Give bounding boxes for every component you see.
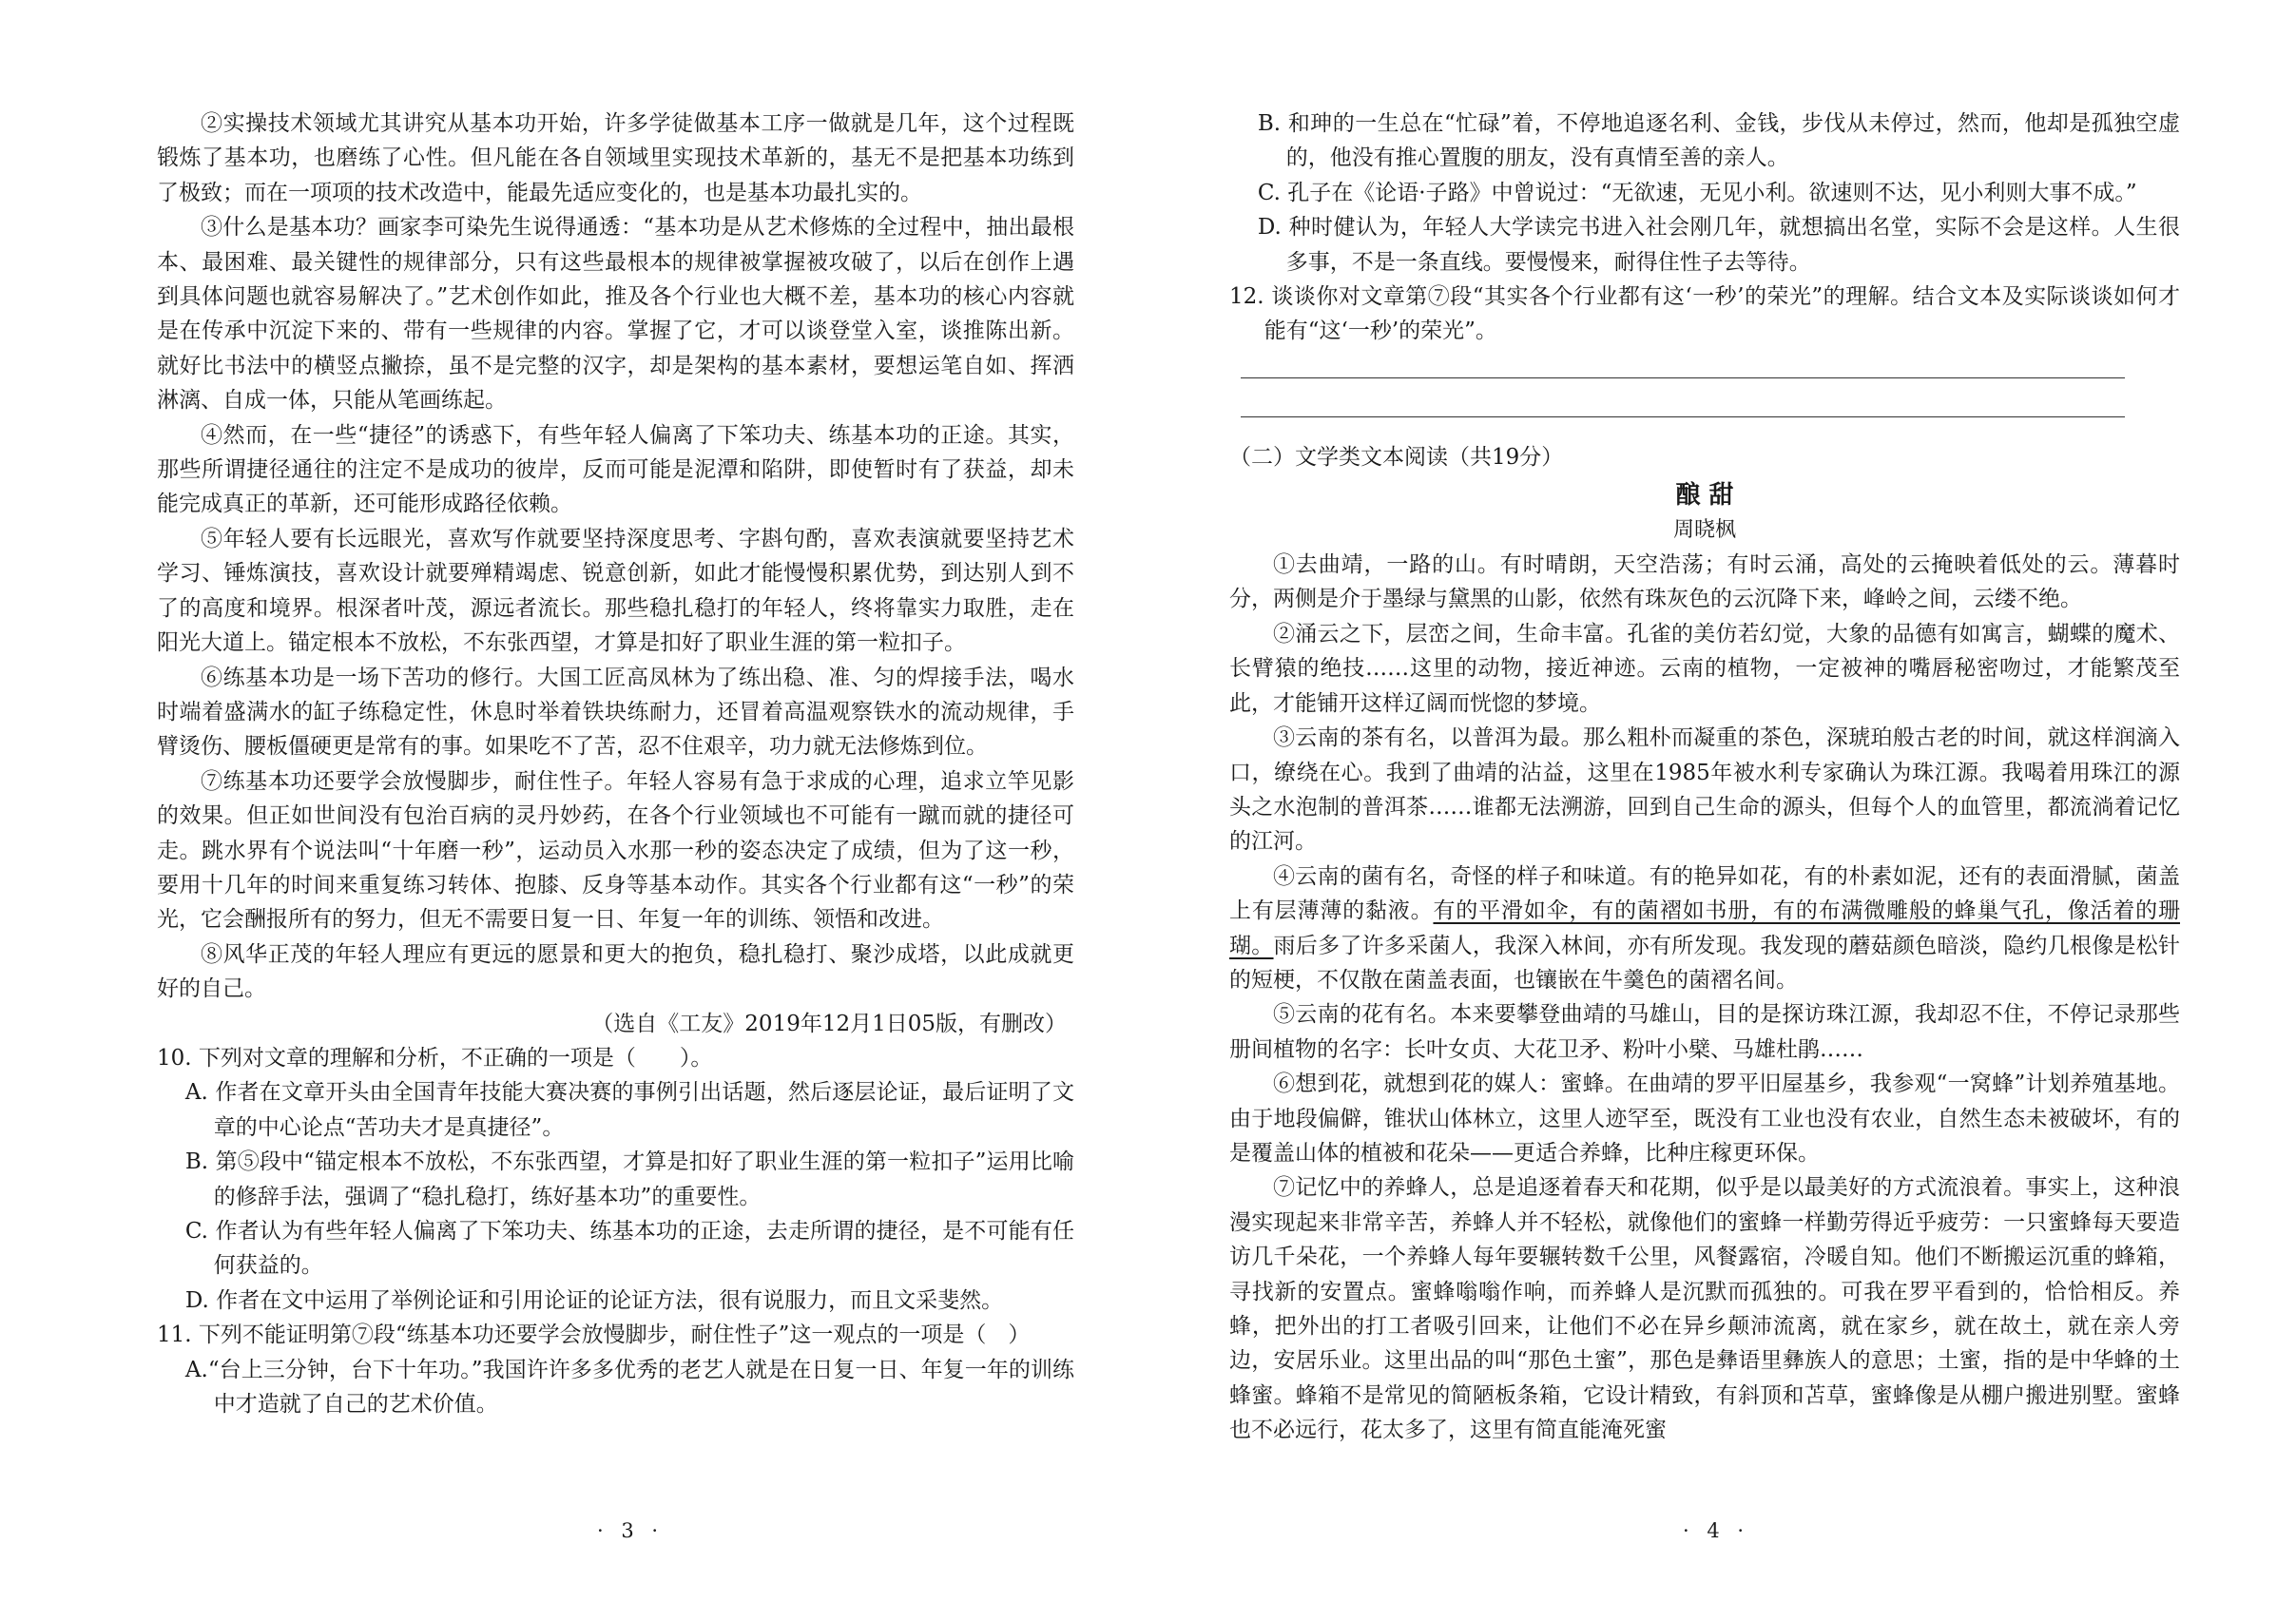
answer-line[interactable] [1241, 377, 2125, 378]
article-author: 周晓枫 [1672, 517, 1736, 542]
article-paragraph-1: ①去曲靖，一路的山。有时晴朗，天空浩荡；有时云涌，高处的云掩映着低处的云。薄暮时分，两侧是介于墨绿与黛黑的山影，依然有珠灰色的云沉降下来，峰岭之间，云缕不绝。 [1229, 552, 2180, 612]
question-11-option-c: C. 孔子在《论语·子路》中曾说过：“无欲速，无见小利。欲速则不达，见小利则大事不成。” [1257, 180, 2137, 205]
question-12-stem: 12. 谈谈你对文章第⑦段“其实各个行业都有这‘一秒’的荣光”的理解。结合文本及实际谈谈如何才能有“这‘一秒’的荣光”。 [1229, 284, 2180, 344]
article-paragraph-3: ③云南的茶有名，以普洱为最。那么粗朴而凝重的茶色，深琥珀般古老的时间，就这样润滴入口，缭绕在心。我到了曲靖的沾益，这里在1985年被水利专家确认为珠江源。我喝着用珠江的源头之水泡制的普洱茶……谁都无法溯游，回到自己生命的源头，但每个人的血管里，都流淌着记忆的江河。 [1229, 725, 2180, 855]
section-heading: （二）文学类文本阅读（共19分） [1229, 444, 1564, 470]
paragraph-3: ③什么是基本功？画家李可染先生说得通透：“基本功是从艺术修炼的全过程中，抽出最根本、最困难、最关键性的规律部分，只有这些最根本的规律被掌握被攻破了，以后在创作上遇到具体问题也就容易解决了。”艺术创作如此，推及各个行业也大概不差，基本功的核心内容就是在传承中沉淀下来的、带有一些规律的内容。掌握了它，才可以谈登堂入室，谈推陈出新。就好比书法中的横竖点撇捺，虽不是完整的汉字，却是架构的基本素材，要想运笔自如、挥洒淋漓、自成一体，只能从笔画练起。 [157, 215, 1074, 414]
paragraph-4-start: ④云南的菌有名，奇怪的样子和味道。有的艳异如花，有的朴素如泥，还有的表面滑腻，菌盖上有层薄薄的黏液。 [1229, 863, 2180, 924]
question-11-stem: 11. 下列不能证明第⑦段“练基本功还要学会放慢脚步，耐住性子”这一观点的一项是（ ） [157, 1323, 1031, 1348]
question-11-option-d: D. 种时健认为，年轻人大学读完书进入社会刚几年，就想搞出名堂，实际不会是这样。人生很多事，不是一条直线。要慢慢来，耐得住性子去等待。 [1257, 215, 2180, 275]
paragraph-5: ⑤年轻人要有长远眼光，喜欢写作就要坚持深度思考、字斟句酌，喜欢表演就要坚持艺术学习、锤炼演技，喜欢设计就要殚精竭虑、锐意创新，如此才能慢慢积累优势，到达别人到不了的高度和境界。根深者叶茂，源远者流长。那些稳扎稳打的年轻人，终将靠实力取胜，走在阳光大道上。锚定根本不放松，不东张西望，才算是扣好了职业生涯的第一粒扣子。 [157, 526, 1074, 656]
page-number: · 3 · [597, 1519, 665, 1542]
question-10-option-d: D. 作者在文中运用了举例论证和引用论证的论证方法，很有说服力，而且文采斐然。 [184, 1287, 1004, 1313]
underlined-sentence: 有的平滑如伞，有的菌褶如书册，有的布满微雕般的蜂巢气孔，像活着的珊瑚。 [1229, 898, 2181, 958]
question-10-option-a: A. 作者在文章开头由全国青年技能大赛决赛的事例引出话题，然后逐层论证，最后证明了文章的中心论点“苦功夫才是真捷径”。 [184, 1080, 1074, 1140]
article-paragraph-2: ②涌云之下，层峦之间，生命丰富。孔雀的美仿若幻觉，大象的品德有如寓言，蝴蝶的魔术、长臂猿的绝技……这里的动物，接近神迹。云南的植物，一定被神的嘴唇秘密吻过，才能繁茂至此，才能铺开这样辽阔而恍惚的梦境。 [1229, 621, 2180, 716]
question-11-option-a: A.“台上三分钟，台下十年功。”我国许许多多优秀的老艺人就是在日复一日、年复一年的训练中才造就了自己的艺术价值。 [184, 1357, 1074, 1418]
article-title: 酿 甜 [1675, 481, 1734, 511]
right-column [1229, 106, 2180, 1448]
article-paragraph-4 [1229, 859, 2180, 998]
page-number: · 4 · [1683, 1519, 1750, 1542]
right-page [1148, 0, 2296, 1622]
paragraph-7: ⑦练基本功还要学会放慢脚步，耐住性子。年轻人容易有急于求成的心理，追求立竿见影的效果。但正如世间没有包治百病的灵丹妙药，在各个行业领域也不可能有一蹴而就的捷径可走。跳水界有个说法叫“十年磨一秒”，运动员入水那一秒的姿态决定了成绩，但为了这一秒，要用十几年的时间来重复练习转体、抱膝、反身等基本动作。其实各个行业都有这“一秒”的荣光，它会酬报所有的努力，但无不需要日复一日、年复一年的训练、领悟和改进。 [157, 768, 1074, 933]
paragraph-4: ④然而，在一些“捷径”的诱惑下，有些年轻人偏离了下笨功夫、练基本功的正途。其实，那些所谓捷径通往的注定不是成功的彼岸，反而可能是泥潭和陷阱，即使暂时有了获益，却未能完成真正的革新，还可能形成路径依赖。 [157, 422, 1074, 517]
question-11-option-b: B. 和珅的一生总在“忙碌”着，不停地追逐名利、金钱，步伐从未停过，然而，他却是孤独空虚的，他没有推心置腹的朋友，没有真情至善的亲人。 [1257, 111, 2180, 171]
paragraph-4-end: 雨后多了许多采菌人，我深入林间，亦有所发现。我发现的蘑菇颜色暗淡，隐约几根像是松针的短梗，不仅散在菌盖表面，也镶嵌在牛羹色的菌褶名间。 [1229, 933, 2181, 993]
question-10-option-b: B. 第⑤段中“锚定根本不放松，不东张西望，才算是扣好了职业生涯的第一粒扣子”运用比喻的修辞手法，强调了“稳扎稳打，练好基本功”的重要性。 [184, 1149, 1074, 1209]
left-column [157, 106, 1074, 1421]
paragraph-6: ⑥练基本功是一场下苦功的修行。大国工匠高凤林为了练出稳、准、匀的焊接手法，喝水时端着盛满水的缸子练稳定性，休息时举着铁块练耐力，还冒着高温观察铁水的流动规律，手臂烫伤、腰板僵硬更是常有的事。如果吃不了苦，忍不住艰辛，功力就无法修炼到位。 [157, 665, 1074, 760]
article-paragraph-7: ⑦记忆中的养蜂人，总是追逐着春天和花期，似乎是以最美好的方式流浪着。事实上，这种浪漫实现起来非常辛苦，养蜂人并不轻松，就像他们的蜜蜂一样勤劳得近乎疲劳：一只蜜蜂每天要造访几千朵花，一个养蜂人每年要辗转数千公里，风餐露宿，冷暖自知。他们不断搬运沉重的蜂箱，寻找新的安置点。蜜蜂嗡嗡作响，而养蜂人是沉默而孤独的。可我在罗平看到的，恰恰相反。养蜂，把外出的打工者吸引回来，让他们不必在异乡颠沛流离，就在家乡，就在故土，就在亲人旁边，安居乐业。这里出品的叫“那色土蜜”，那色是彝语里彝族人的意思；土蜜，指的是中华蜂的土蜂蜜。蜂箱不是常见的简陋板条箱，它设计精致，有斜顶和苫草，蜜蜂像是从棚户搬进别墅。蜜蜂也不必远行，花太多了，这里有简直能淹死蜜 [1229, 1175, 2180, 1443]
article-paragraph-6: ⑥想到花，就想到花的媒人：蜜蜂。在曲靖的罗平旧屋基乡，我参观“一窝蜂”计划养殖基地。由于地段偏僻，锥状山体林立，这里人迹罕至，既没有工业也没有农业，自然生态未被破坏，有的是覆盖山体的植被和花朵——更适合养蜂，比种庄稼更环保。 [1229, 1072, 2180, 1166]
question-10-stem: 10. 下列对文章的理解和分析，不正确的一项是（ ）。 [157, 1045, 713, 1071]
paragraph-8: ⑧风华正茂的年轻人理应有更远的愿景和更大的抱负，稳扎稳打、聚沙成塔，以此成就更好的自己。 [157, 941, 1074, 1002]
paragraph-2: ②实操技术领域尤其讲究从基本功开始，许多学徒做基本工序一做就是几年，这个过程既锻炼了基本功，也磨练了心性。但凡能在各自领域里实现技术革新的，基无不是把基本功练到了极致；而在一项项的技术改造中，能最先适应变化的，也是基本功最扎实的。 [157, 111, 1074, 205]
article-paragraph-5: ⑤云南的花有名。本来要攀登曲靖的马雄山，目的是探访珠江源，我却忍不住，不停记录那些册间植物的名字：长叶女贞、大花卫矛、粉叶小檗、马雄杜鹃…… [1229, 1002, 2180, 1062]
question-10-option-c: C. 作者认为有些年轻人偏离了下笨功夫、练基本功的正途，去走所谓的捷径，是不可能有任何获益的。 [184, 1219, 1074, 1279]
source-citation: （选自《工友》2019年12月1日05版，有删改） [591, 1011, 1067, 1036]
